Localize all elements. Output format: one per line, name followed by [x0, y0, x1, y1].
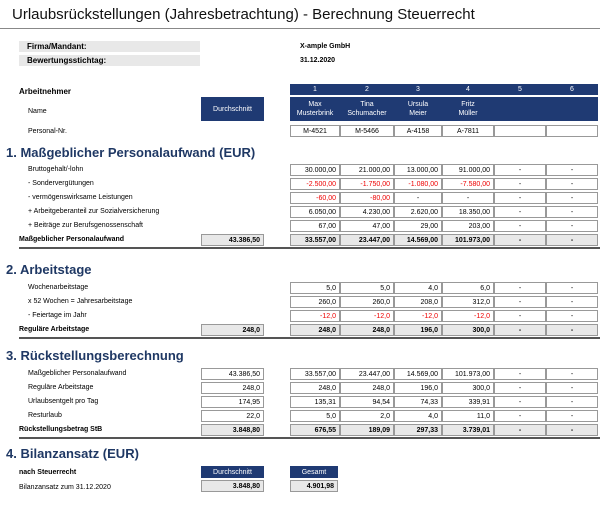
employee-name-header [290, 97, 340, 121]
s4-durchschnitt-header [201, 466, 264, 478]
value-cell: 5,0 [290, 410, 340, 422]
total-value-cell: - [494, 234, 546, 246]
employee-last-name: Meier [409, 110, 427, 117]
s4-gesamt-value: 4.901,98 [290, 480, 338, 492]
row-label: Reguläre Arbeitstage [28, 384, 94, 391]
value-cell: 260,0 [340, 296, 394, 308]
avg-cell: 248,0 [201, 382, 264, 394]
total-underline [19, 437, 600, 439]
employee-name-header [442, 97, 494, 121]
personal-nr-label: Personal-Nr. [28, 128, 67, 135]
value-cell: - [546, 296, 598, 308]
value-cell: - [546, 220, 598, 232]
value-cell: - [494, 220, 546, 232]
personal-nr-cell: A-7811 [442, 125, 494, 137]
firma-label: Firma/Mandant: [19, 41, 200, 52]
total-label: Reguläre Arbeitstage [19, 326, 90, 333]
value-cell: -12,0 [442, 310, 494, 322]
value-cell: 29,00 [394, 220, 442, 232]
total-avg-cell: 43.386,50 [201, 234, 264, 246]
total-value-cell: 189,09 [340, 424, 394, 436]
total-label: Rückstellungsbetrag StB [19, 426, 103, 433]
total-value-cell: 248,0 [290, 324, 340, 336]
value-cell: - [494, 192, 546, 204]
value-cell: - [546, 206, 598, 218]
value-cell: 196,0 [394, 382, 442, 394]
value-cell: -12,0 [340, 310, 394, 322]
total-label: Maßgeblicher Personalaufwand [19, 236, 125, 243]
column-number-header: 6 [546, 84, 598, 95]
column-number-header: 3 [394, 84, 442, 95]
value-cell: - [546, 382, 598, 394]
total-value-cell: 14.569,00 [394, 234, 442, 246]
firma-value: X-ample GmbH [300, 43, 351, 50]
value-cell: 13.000,00 [394, 164, 442, 176]
section-1-title: 1. Maßgeblicher Personalaufwand (EUR) [6, 145, 256, 160]
value-cell: 4,0 [394, 410, 442, 422]
nach-steuerrecht-label: nach Steuerrecht [19, 469, 77, 476]
value-cell: - [494, 382, 546, 394]
personal-nr-cell [494, 125, 546, 137]
value-cell: - [494, 410, 546, 422]
value-cell: 4.230,00 [340, 206, 394, 218]
value-cell: - [546, 164, 598, 176]
section-2-title: 2. Arbeitstage [6, 262, 92, 277]
bilanzansatz-label: Bilanzansatz zum 31.12.2020 [19, 484, 111, 491]
personal-nr-cell: A-4158 [394, 125, 442, 137]
value-cell: 30.000,00 [290, 164, 340, 176]
value-cell: 4,0 [394, 282, 442, 294]
row-label: Maßgeblicher Personalaufwand [28, 370, 127, 377]
total-value-cell: 101.973,00 [442, 234, 494, 246]
value-cell: 260,0 [290, 296, 340, 308]
row-label: Wochenarbeitstage [28, 284, 89, 291]
value-cell: -1.750,00 [340, 178, 394, 190]
value-cell: 47,00 [340, 220, 394, 232]
employee-first-name: Max [308, 101, 322, 108]
value-cell: -80,00 [340, 192, 394, 204]
value-cell: 2,0 [340, 410, 394, 422]
stichtag-value: 31.12.2020 [300, 57, 336, 64]
value-cell: - [546, 282, 598, 294]
total-value-cell: 676,55 [290, 424, 340, 436]
column-number-header: 5 [494, 84, 546, 95]
value-cell: 94,54 [340, 396, 394, 408]
value-cell: - [442, 192, 494, 204]
row-label: x 52 Wochen = Jahresarbeitstage [28, 298, 133, 305]
value-cell: - [494, 310, 546, 322]
employee-name-header [494, 97, 546, 121]
value-cell: -7.580,00 [442, 178, 494, 190]
employee-first-name: Fritz [461, 101, 475, 108]
title-divider [0, 28, 600, 29]
value-cell: 11,0 [442, 410, 494, 422]
s4-avg-value: 3.848,80 [201, 480, 264, 492]
value-cell: 18.350,00 [442, 206, 494, 218]
value-cell: 33.557,00 [290, 368, 340, 380]
value-cell: - [494, 282, 546, 294]
column-number-header: 4 [442, 84, 494, 95]
value-cell: - [546, 396, 598, 408]
value-cell: 300,0 [442, 382, 494, 394]
value-cell: 74,33 [394, 396, 442, 408]
row-label: - Sondervergütungen [28, 180, 94, 187]
page-title: Urlaubsrückstellungen (Jahresbetrachtung) - Berechnung Steuerrecht [12, 6, 475, 23]
name-label: Name [28, 108, 47, 115]
value-cell: - [546, 178, 598, 190]
value-cell: - [394, 192, 442, 204]
value-cell: -1.080,00 [394, 178, 442, 190]
column-number-header: 2 [340, 84, 394, 95]
value-cell: - [494, 396, 546, 408]
total-avg-cell: 248,0 [201, 324, 264, 336]
value-cell: 203,00 [442, 220, 494, 232]
row-label: + Beiträge zur Berufsgenossenschaft [28, 222, 143, 229]
value-cell: -12,0 [290, 310, 340, 322]
total-value-cell: 297,33 [394, 424, 442, 436]
personal-nr-cell [546, 125, 598, 137]
personal-nr-cell: M-4521 [290, 125, 340, 137]
total-value-cell: 33.557,00 [290, 234, 340, 246]
value-cell: 6,0 [442, 282, 494, 294]
total-value-cell: - [546, 324, 598, 336]
value-cell: - [494, 296, 546, 308]
value-cell: - [494, 178, 546, 190]
value-cell: 5,0 [290, 282, 340, 294]
total-value-cell: - [546, 234, 598, 246]
value-cell: -60,00 [290, 192, 340, 204]
durchschnitt-header-text: Durchschnitt [213, 105, 252, 113]
avg-cell: 22,0 [201, 410, 264, 422]
row-label: - vermögenswirksame Leistungen [28, 194, 133, 201]
avg-cell: 174,95 [201, 396, 264, 408]
avg-cell: 43.386,50 [201, 368, 264, 380]
value-cell: 312,0 [442, 296, 494, 308]
employee-last-name: Musterbrink [296, 110, 334, 117]
value-cell: 67,00 [290, 220, 340, 232]
total-underline [19, 247, 600, 249]
personal-nr-cell: M-5466 [340, 125, 394, 137]
value-cell: - [546, 410, 598, 422]
value-cell: - [546, 310, 598, 322]
section-4-title: 4. Bilanzansatz (EUR) [6, 446, 139, 461]
row-label: - Feiertage im Jahr [28, 312, 87, 319]
value-cell: 135,31 [290, 396, 340, 408]
total-value-cell: 3.739,01 [442, 424, 494, 436]
value-cell: - [494, 164, 546, 176]
row-label: + Arbeitgeberanteil zur Sozialversicherung [28, 208, 160, 215]
arbeitnehmer-label: Arbeitnehmer [19, 87, 72, 96]
employee-last-name: Müller [458, 110, 478, 117]
employee-name-header [546, 97, 598, 121]
value-cell: -12,0 [394, 310, 442, 322]
total-value-cell: 196,0 [394, 324, 442, 336]
s4-gesamt-text: Gesamt [301, 468, 327, 476]
employee-first-name: Ursula [407, 101, 429, 108]
total-avg-cell: 3.848,80 [201, 424, 264, 436]
value-cell: 14.569,00 [394, 368, 442, 380]
value-cell: 21.000,00 [340, 164, 394, 176]
value-cell: - [494, 206, 546, 218]
total-value-cell: - [494, 424, 546, 436]
section-3-title: 3. Rückstellungsberechnung [6, 348, 184, 363]
employee-first-name: Tina [360, 101, 374, 108]
s4-gesamt-header [290, 466, 338, 478]
value-cell: 2.620,00 [394, 206, 442, 218]
value-cell: -2.500,00 [290, 178, 340, 190]
total-value-cell: 23.447,00 [340, 234, 394, 246]
employee-name-header [394, 97, 442, 121]
column-number-header: 1 [290, 84, 340, 95]
value-cell: 91.000,00 [442, 164, 494, 176]
value-cell: 23.447,00 [340, 368, 394, 380]
value-cell: - [546, 368, 598, 380]
value-cell: 248,0 [340, 382, 394, 394]
s4-durchschnitt-text: Durchschnitt [213, 468, 252, 476]
value-cell: - [494, 368, 546, 380]
value-cell: 5,0 [340, 282, 394, 294]
row-label: Urlaubsentgelt pro Tag [28, 398, 99, 405]
total-value-cell: 248,0 [340, 324, 394, 336]
total-underline [19, 337, 600, 339]
durchschnitt-header [201, 97, 264, 121]
value-cell: - [546, 192, 598, 204]
total-value-cell: - [546, 424, 598, 436]
value-cell: 208,0 [394, 296, 442, 308]
row-label: Bruttogehalt/-lohn [28, 166, 84, 173]
value-cell: 248,0 [290, 382, 340, 394]
employee-last-name: Schumacher [347, 110, 387, 117]
total-value-cell: 300,0 [442, 324, 494, 336]
row-label: Resturlaub [28, 412, 62, 419]
value-cell: 339,91 [442, 396, 494, 408]
value-cell: 6.050,00 [290, 206, 340, 218]
stichtag-label: Bewertungsstichtag: [19, 55, 200, 66]
value-cell: 101.973,00 [442, 368, 494, 380]
total-value-cell: - [494, 324, 546, 336]
employee-name-header [340, 97, 394, 121]
